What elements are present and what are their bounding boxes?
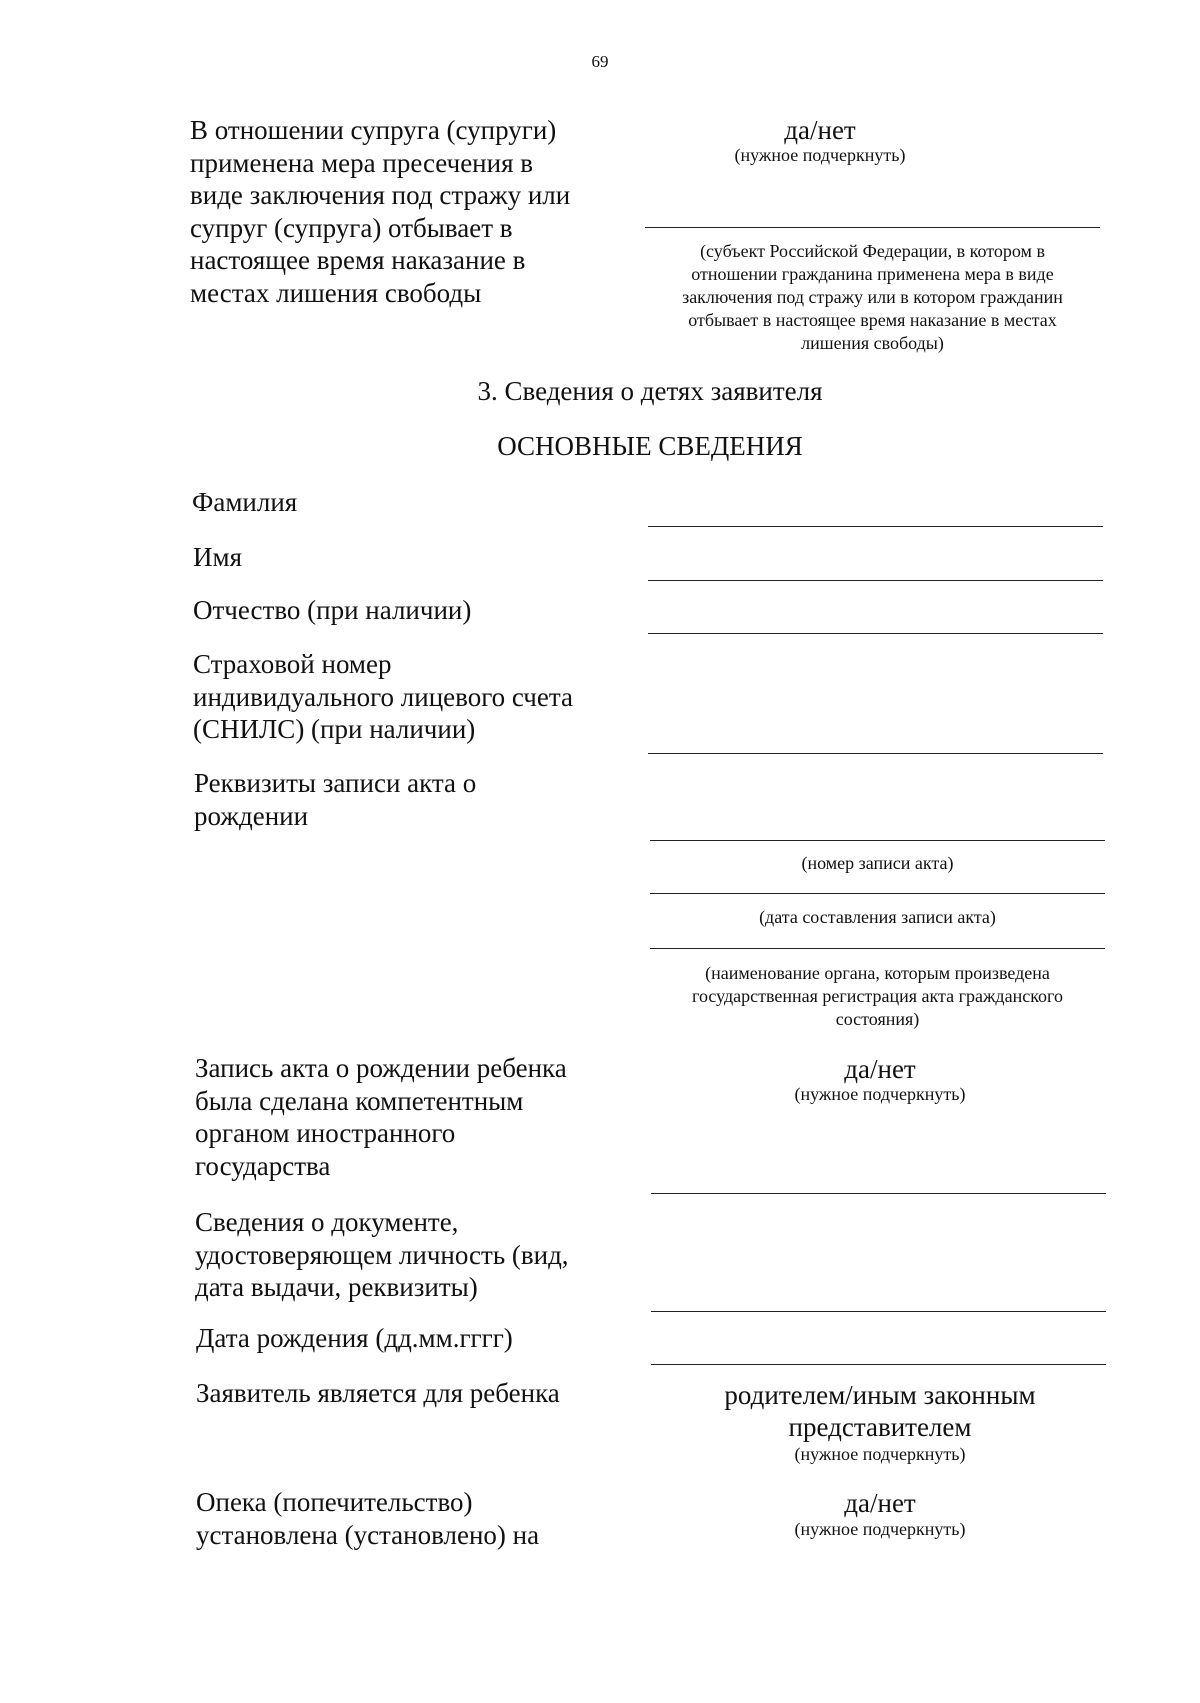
birth-date-field[interactable] [651, 1364, 1106, 1365]
guardianship-answer[interactable]: да/нет [844, 1488, 916, 1518]
snils-field[interactable] [648, 753, 1103, 754]
section-title: 3. Сведения о детях заявителя [477, 376, 823, 406]
surname-field[interactable] [648, 526, 1103, 527]
snils-label [193, 648, 573, 746]
foreign-record-label [195, 1052, 567, 1182]
spouse-region-caption [635, 240, 1110, 355]
name-field[interactable] [648, 580, 1103, 581]
caption-line: (субъект Российской Федерации, в котором в [700, 241, 1045, 261]
page-number: 69 [591, 52, 609, 71]
guardianship-hint: (нужное подчеркнуть) [794, 1519, 966, 1539]
applicant-relation-label: Заявитель является для ребенка [196, 1378, 560, 1408]
label-line: применена мера пресечения в [190, 147, 533, 178]
label-line: установлена (установлено) на [196, 1519, 540, 1550]
birth-date-label: Дата рождения (дд.мм.гггг) [196, 1323, 513, 1353]
label-line: дата выдачи, реквизиты) [195, 1272, 478, 1302]
label-line: В отношении супруга (супруги) [190, 115, 557, 145]
spouse-answer-hint: (нужное подчеркнуть) [734, 145, 906, 165]
identity-document-field[interactable] [651, 1311, 1106, 1312]
label-line: Запись акта о рождении ребенка [195, 1053, 567, 1083]
label-line: Сведения о документе, [195, 1207, 459, 1237]
caption-line: состояния) [835, 1009, 920, 1029]
label-line: удостоверяющем личность (вид, [195, 1239, 569, 1270]
spouse-yes-no-answer[interactable]: да/нет [784, 115, 856, 145]
applicant-relation-answer[interactable] [670, 1379, 1090, 1443]
foreign-record-hint: (нужное подчеркнуть) [794, 1084, 966, 1104]
caption-line: лишения свободы) [801, 333, 944, 353]
label-line: государства [195, 1150, 331, 1181]
label-line: (СНИЛС) (при наличии) [193, 714, 476, 744]
guardianship-label [196, 1486, 539, 1551]
label-line: Страховой номер [193, 649, 392, 679]
label-line: местах лишения свободы [190, 277, 482, 308]
label-line: виде заключения под стражу или [190, 180, 571, 210]
birth-record-number-caption: (номер записи акта) [801, 853, 954, 873]
label-line: Реквизиты записи акта о [194, 768, 477, 798]
caption-line: государственная регистрация акта гражданского [692, 986, 1063, 1006]
section-subtitle: ОСНОВНЫЕ СВЕДЕНИЯ [497, 431, 803, 461]
caption-line: отбывает в настоящее время наказание в местах [688, 310, 1057, 330]
patronymic-label: Отчество (при наличии) [193, 595, 472, 625]
answer-line: родителем/иным законным [724, 1380, 1036, 1410]
surname-label: Фамилия [192, 487, 298, 517]
name-label: Имя [193, 542, 243, 572]
caption-line: заключения под стражу или в котором гражданин [682, 287, 1063, 307]
birth-record-authority-field[interactable] [650, 948, 1105, 949]
birth-record-date-field[interactable] [650, 893, 1105, 894]
birth-record-label [194, 767, 476, 832]
birth-record-authority-caption [640, 962, 1115, 1031]
foreign-record-field[interactable] [651, 1193, 1106, 1194]
caption-line: отношении гражданина применена мера в виде [691, 264, 1054, 284]
label-line: настоящее время наказание в [190, 245, 526, 275]
label-line: органом иностранного [195, 1118, 456, 1148]
patronymic-field[interactable] [648, 633, 1103, 634]
label-line: Опека (попечительство) [196, 1487, 473, 1517]
birth-record-date-caption: (дата составления записи акта) [759, 907, 996, 927]
applicant-relation-hint: (нужное подчеркнуть) [794, 1444, 966, 1464]
foreign-record-answer[interactable]: да/нет [844, 1054, 916, 1084]
identity-document-label [195, 1206, 569, 1304]
label-line: супруг (супруга) отбывает в [190, 212, 513, 243]
spouse-custody-label [190, 114, 570, 309]
birth-record-number-field[interactable] [650, 840, 1105, 841]
label-line: была сделана компетентным [195, 1085, 524, 1116]
label-line: индивидуального лицевого счета [193, 681, 573, 712]
caption-line: (наименование органа, которым произведена [705, 963, 1050, 983]
answer-line: представителем [788, 1412, 972, 1442]
spouse-region-field[interactable] [645, 227, 1100, 228]
label-line: рождении [194, 800, 309, 831]
